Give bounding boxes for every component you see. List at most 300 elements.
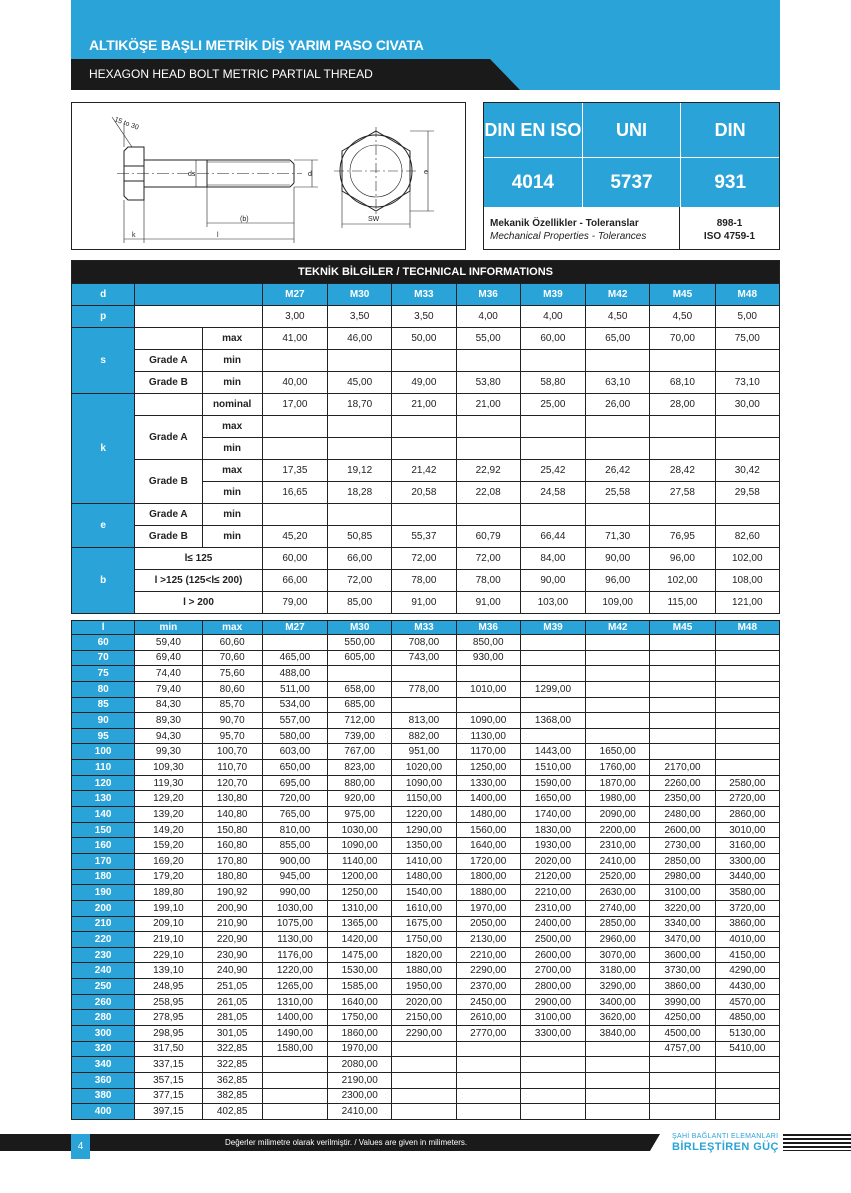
grade-a-label: Grade A bbox=[135, 504, 202, 526]
value-cell: 739,00 bbox=[328, 728, 392, 744]
value-cell: 96,00 bbox=[586, 570, 650, 592]
value-cell: 130,80 bbox=[202, 791, 262, 807]
length-cell: 110 bbox=[72, 760, 135, 776]
value-cell: 248,95 bbox=[135, 979, 202, 995]
value-cell bbox=[456, 1041, 520, 1057]
table-row bbox=[72, 1010, 780, 1026]
value-cell: 1760,00 bbox=[586, 760, 650, 776]
value-cell: 1265,00 bbox=[262, 979, 327, 995]
value-cell: 990,00 bbox=[262, 885, 327, 901]
value-cell: 109,30 bbox=[135, 760, 202, 776]
value-cell: 30,42 bbox=[715, 460, 779, 482]
value-cell bbox=[715, 744, 779, 760]
value-cell: 76,95 bbox=[650, 526, 715, 548]
value-cell: 2520,00 bbox=[586, 869, 650, 885]
value-cell: 20,58 bbox=[392, 482, 456, 504]
table-row bbox=[72, 932, 780, 948]
value-cell bbox=[586, 635, 650, 651]
value-cell: 1950,00 bbox=[392, 979, 456, 995]
e-grade-b-row bbox=[72, 526, 780, 548]
value-cell: 1650,00 bbox=[520, 791, 585, 807]
value-cell bbox=[650, 681, 715, 697]
value-cell: 1090,00 bbox=[392, 775, 456, 791]
value-cell: 1443,00 bbox=[520, 744, 585, 760]
table-row bbox=[72, 947, 780, 963]
length-cell: 60 bbox=[72, 635, 135, 651]
value-cell: 4250,00 bbox=[650, 1010, 715, 1026]
b-condition-label: l > 200 bbox=[135, 592, 263, 614]
length-cell: 120 bbox=[72, 775, 135, 791]
k-grade-b-max-row bbox=[72, 460, 780, 482]
min-label: min bbox=[202, 372, 262, 394]
value-cell: 28,42 bbox=[650, 460, 715, 482]
value-cell: 70,60 bbox=[202, 650, 262, 666]
value-cell: 90,00 bbox=[586, 548, 650, 570]
table-row bbox=[72, 1026, 780, 1042]
k-grade-a-max-row bbox=[72, 416, 780, 438]
value-cell: 149,20 bbox=[135, 822, 202, 838]
value-cell: 84,30 bbox=[135, 697, 202, 713]
svg-text:15 to 30: 15 to 30 bbox=[113, 116, 140, 132]
value-cell bbox=[456, 666, 520, 682]
value-cell: 1830,00 bbox=[520, 822, 585, 838]
value-cell bbox=[715, 713, 779, 729]
value-cell: 60,79 bbox=[456, 526, 520, 548]
value-cell: 765,00 bbox=[262, 807, 327, 823]
blank-cell bbox=[135, 306, 263, 328]
value-cell: 1090,00 bbox=[328, 838, 392, 854]
table-row bbox=[72, 744, 780, 760]
value-cell: 46,00 bbox=[328, 328, 392, 350]
value-cell: 357,15 bbox=[135, 1072, 202, 1088]
value-cell bbox=[650, 697, 715, 713]
length-cell: 210 bbox=[72, 916, 135, 932]
value-cell: 139,20 bbox=[135, 807, 202, 823]
length-cell: 240 bbox=[72, 963, 135, 979]
length-cell: 70 bbox=[72, 650, 135, 666]
value-cell: 1870,00 bbox=[586, 775, 650, 791]
value-cell: 1400,00 bbox=[456, 791, 520, 807]
mechanical-label bbox=[484, 207, 680, 249]
value-cell: 40,00 bbox=[262, 372, 327, 394]
value-cell: 90,00 bbox=[520, 570, 585, 592]
value-cell: 45,00 bbox=[328, 372, 392, 394]
value-cell: 78,00 bbox=[456, 570, 520, 592]
value-cell bbox=[715, 1104, 779, 1120]
value-cell: 1090,00 bbox=[456, 713, 520, 729]
value-cell: 179,20 bbox=[135, 869, 202, 885]
length-cell: 190 bbox=[72, 885, 135, 901]
value-cell: 2190,00 bbox=[328, 1072, 392, 1088]
grade-a-label: Grade A bbox=[135, 350, 202, 372]
value-cell: 63,10 bbox=[586, 372, 650, 394]
value-cell: 4,50 bbox=[586, 306, 650, 328]
nominal-label: nominal bbox=[202, 394, 262, 416]
value-cell: 1150,00 bbox=[392, 791, 456, 807]
length-cell: 320 bbox=[72, 1041, 135, 1057]
value-cell bbox=[715, 681, 779, 697]
value-cell: 120,70 bbox=[202, 775, 262, 791]
size-header: M45 bbox=[650, 284, 715, 306]
size-header: M33 bbox=[392, 284, 456, 306]
value-cell: 720,00 bbox=[262, 791, 327, 807]
value-cell: 2300,00 bbox=[328, 1088, 392, 1104]
value-cell: 1580,00 bbox=[262, 1041, 327, 1057]
table-row bbox=[72, 635, 780, 651]
length-cell: 170 bbox=[72, 853, 135, 869]
value-cell bbox=[715, 1088, 779, 1104]
value-cell: 1075,00 bbox=[262, 916, 327, 932]
value-cell bbox=[715, 728, 779, 744]
value-cell: 810,00 bbox=[262, 822, 327, 838]
value-cell: 72,00 bbox=[328, 570, 392, 592]
value-cell: 190,92 bbox=[202, 885, 262, 901]
value-cell: 60,60 bbox=[202, 635, 262, 651]
value-cell: 1250,00 bbox=[328, 885, 392, 901]
size-header: M39 bbox=[520, 284, 585, 306]
length-cell: 160 bbox=[72, 838, 135, 854]
min-label: min bbox=[202, 350, 262, 372]
value-cell bbox=[586, 666, 650, 682]
value-cell: 72,00 bbox=[456, 548, 520, 570]
value-cell: 975,00 bbox=[328, 807, 392, 823]
value-cell: 298,95 bbox=[135, 1026, 202, 1042]
value-cell bbox=[392, 697, 456, 713]
value-cell: 169,20 bbox=[135, 853, 202, 869]
b-row-1 bbox=[72, 548, 780, 570]
value-cell: 2450,00 bbox=[456, 994, 520, 1010]
value-cell bbox=[650, 728, 715, 744]
size-header: M48 bbox=[715, 284, 779, 306]
table-row bbox=[72, 900, 780, 916]
value-cell: 1400,00 bbox=[262, 1010, 327, 1026]
value-cell: 27,58 bbox=[650, 482, 715, 504]
value-cell: 2130,00 bbox=[456, 932, 520, 948]
value-cell: 1420,00 bbox=[328, 932, 392, 948]
table-row bbox=[72, 681, 780, 697]
value-cell: 465,00 bbox=[262, 650, 327, 666]
value-cell bbox=[650, 1072, 715, 1088]
value-cell: 26,42 bbox=[586, 460, 650, 482]
column-header: M39 bbox=[520, 621, 585, 635]
value-cell bbox=[262, 1104, 327, 1120]
value-cell: 95,70 bbox=[202, 728, 262, 744]
value-cell bbox=[586, 1088, 650, 1104]
table-row bbox=[72, 760, 780, 776]
page-title: ALTIKÖŞE BAŞLI METRİK DİŞ YARIM PASO CIVATA bbox=[89, 37, 424, 53]
value-cell: 1970,00 bbox=[328, 1041, 392, 1057]
value-cell: 3340,00 bbox=[650, 916, 715, 932]
header-accent bbox=[490, 59, 780, 90]
value-cell: 251,05 bbox=[202, 979, 262, 995]
value-cell: 74,40 bbox=[135, 666, 202, 682]
length-header-row bbox=[72, 621, 780, 635]
value-cell bbox=[586, 713, 650, 729]
mechanical-properties bbox=[484, 207, 779, 249]
value-cell: 16,65 bbox=[262, 482, 327, 504]
value-cell: 2730,00 bbox=[650, 838, 715, 854]
length-weight-table bbox=[71, 620, 780, 1120]
value-cell: 880,00 bbox=[328, 775, 392, 791]
value-cell: 1560,00 bbox=[456, 822, 520, 838]
value-cell: 3100,00 bbox=[650, 885, 715, 901]
standard-name: DIN EN ISO bbox=[484, 103, 583, 157]
value-cell: 1200,00 bbox=[328, 869, 392, 885]
value-cell: 1720,00 bbox=[456, 853, 520, 869]
standards-box bbox=[483, 102, 780, 250]
k-nominal-row bbox=[72, 394, 780, 416]
standard-number: 4014 bbox=[484, 158, 583, 207]
value-cell: 397,15 bbox=[135, 1104, 202, 1120]
value-cell: 99,30 bbox=[135, 744, 202, 760]
value-cell bbox=[520, 666, 585, 682]
value-cell: 377,15 bbox=[135, 1088, 202, 1104]
value-cell: 240,90 bbox=[202, 963, 262, 979]
value-cell: 103,00 bbox=[520, 592, 585, 614]
table-row bbox=[72, 979, 780, 995]
value-cell: 2150,00 bbox=[392, 1010, 456, 1026]
grade-b-label: Grade B bbox=[135, 372, 202, 394]
page-number: 4 bbox=[71, 1134, 90, 1159]
value-cell: 109,00 bbox=[586, 592, 650, 614]
length-cell: 180 bbox=[72, 869, 135, 885]
value-cell: 1640,00 bbox=[456, 838, 520, 854]
value-cell bbox=[715, 1057, 779, 1073]
value-cell: 3300,00 bbox=[715, 853, 779, 869]
value-cell bbox=[715, 635, 779, 651]
value-cell: 3160,00 bbox=[715, 838, 779, 854]
value-cell: 4757,00 bbox=[650, 1041, 715, 1057]
value-cell: 3070,00 bbox=[586, 947, 650, 963]
value-cell: 1475,00 bbox=[328, 947, 392, 963]
value-cell: 855,00 bbox=[262, 838, 327, 854]
length-cell: 95 bbox=[72, 728, 135, 744]
value-cell: 100,70 bbox=[202, 744, 262, 760]
standard-name: DIN bbox=[714, 119, 746, 140]
page-subtitle: HEXAGON HEAD BOLT METRIC PARTIAL THREAD bbox=[89, 67, 373, 81]
value-cell: 230,90 bbox=[202, 947, 262, 963]
value-cell: 2090,00 bbox=[586, 807, 650, 823]
value-cell: 19,12 bbox=[328, 460, 392, 482]
column-header: M30 bbox=[328, 621, 392, 635]
pitch-row bbox=[72, 306, 780, 328]
value-cell: 2410,00 bbox=[586, 853, 650, 869]
value-cell: 1530,00 bbox=[328, 963, 392, 979]
table-row bbox=[72, 838, 780, 854]
value-cell bbox=[650, 1104, 715, 1120]
column-header: M27 bbox=[262, 621, 327, 635]
value-cell bbox=[715, 650, 779, 666]
svg-text:l: l bbox=[217, 232, 219, 239]
e-grade-a-row bbox=[72, 504, 780, 526]
value-cell: 79,00 bbox=[262, 592, 327, 614]
table-row bbox=[72, 1072, 780, 1088]
value-cell: 1130,00 bbox=[262, 932, 327, 948]
value-cell: 89,30 bbox=[135, 713, 202, 729]
value-cell: 55,00 bbox=[456, 328, 520, 350]
e-label: e bbox=[72, 504, 135, 548]
value-cell: 160,80 bbox=[202, 838, 262, 854]
table-row bbox=[72, 713, 780, 729]
value-cell: 69,40 bbox=[135, 650, 202, 666]
column-header: min bbox=[135, 621, 202, 635]
value-cell bbox=[392, 1104, 456, 1120]
value-cell: 945,00 bbox=[262, 869, 327, 885]
mechanical-label-tr: Mekanik Özellikler - Toleranslar bbox=[490, 218, 639, 229]
value-cell: 91,00 bbox=[456, 592, 520, 614]
value-cell: 68,10 bbox=[650, 372, 715, 394]
table-row bbox=[72, 697, 780, 713]
value-cell: 102,00 bbox=[650, 570, 715, 592]
value-cell: 317,50 bbox=[135, 1041, 202, 1057]
value-cell: 1310,00 bbox=[262, 994, 327, 1010]
value-cell: 1640,00 bbox=[328, 994, 392, 1010]
value-cell bbox=[650, 1057, 715, 1073]
min-label: min bbox=[202, 526, 262, 548]
value-cell: 3,50 bbox=[392, 306, 456, 328]
value-cell: 778,00 bbox=[392, 681, 456, 697]
value-cell: 18,28 bbox=[328, 482, 392, 504]
value-cell: 50,00 bbox=[392, 328, 456, 350]
value-cell: 110,70 bbox=[202, 760, 262, 776]
value-cell: 72,00 bbox=[392, 548, 456, 570]
value-cell: 73,10 bbox=[715, 372, 779, 394]
value-cell: 26,00 bbox=[586, 394, 650, 416]
value-cell: 2700,00 bbox=[520, 963, 585, 979]
value-cell: 3180,00 bbox=[586, 963, 650, 979]
value-cell bbox=[456, 1057, 520, 1073]
value-cell: 3,50 bbox=[328, 306, 392, 328]
value-cell: 557,00 bbox=[262, 713, 327, 729]
value-cell: 70,00 bbox=[650, 328, 715, 350]
value-cell: 2210,00 bbox=[456, 947, 520, 963]
value-cell: 4010,00 bbox=[715, 932, 779, 948]
value-cell: 823,00 bbox=[328, 760, 392, 776]
value-cell bbox=[392, 1072, 456, 1088]
value-cell: 229,10 bbox=[135, 947, 202, 963]
value-cell: 1970,00 bbox=[456, 900, 520, 916]
value-cell: 1585,00 bbox=[328, 979, 392, 995]
value-cell: 2080,00 bbox=[328, 1057, 392, 1073]
length-cell: 250 bbox=[72, 979, 135, 995]
value-cell bbox=[586, 1072, 650, 1088]
value-cell: 488,00 bbox=[262, 666, 327, 682]
value-cell bbox=[392, 666, 456, 682]
value-cell: 189,80 bbox=[135, 885, 202, 901]
value-cell: 580,00 bbox=[262, 728, 327, 744]
value-cell: 30,00 bbox=[715, 394, 779, 416]
value-cell: 4,00 bbox=[456, 306, 520, 328]
value-cell: 1368,00 bbox=[520, 713, 585, 729]
value-cell: 4500,00 bbox=[650, 1026, 715, 1042]
value-cell bbox=[586, 697, 650, 713]
value-cell: 199,10 bbox=[135, 900, 202, 916]
value-cell bbox=[650, 650, 715, 666]
value-cell: 1020,00 bbox=[392, 760, 456, 776]
blank-cell bbox=[135, 394, 202, 416]
length-cell: 380 bbox=[72, 1088, 135, 1104]
value-cell bbox=[650, 666, 715, 682]
value-cell: 60,00 bbox=[262, 548, 327, 570]
value-cell bbox=[650, 635, 715, 651]
value-cell: 3290,00 bbox=[586, 979, 650, 995]
value-cell: 3440,00 bbox=[715, 869, 779, 885]
footer-note: Değerler milimetre olarak verilmiştir. / Values are given in milimeters. bbox=[225, 1138, 468, 1147]
value-cell: 2050,00 bbox=[456, 916, 520, 932]
value-cell: 1290,00 bbox=[392, 822, 456, 838]
value-cell: 4,50 bbox=[650, 306, 715, 328]
value-cell bbox=[328, 666, 392, 682]
value-cell: 2600,00 bbox=[520, 947, 585, 963]
value-cell bbox=[262, 1088, 327, 1104]
s-grade-a-row bbox=[72, 350, 780, 372]
length-cell: 150 bbox=[72, 822, 135, 838]
value-cell: 1330,00 bbox=[456, 775, 520, 791]
value-cell: 1310,00 bbox=[328, 900, 392, 916]
value-cell bbox=[456, 1088, 520, 1104]
value-cell: 25,58 bbox=[586, 482, 650, 504]
length-cell: 360 bbox=[72, 1072, 135, 1088]
value-cell: 28,00 bbox=[650, 394, 715, 416]
value-cell: 180,80 bbox=[202, 869, 262, 885]
value-cell bbox=[715, 1072, 779, 1088]
value-cell: 24,58 bbox=[520, 482, 585, 504]
value-cell: 3400,00 bbox=[586, 994, 650, 1010]
column-header: M45 bbox=[650, 621, 715, 635]
svg-text:SW: SW bbox=[368, 216, 380, 223]
svg-text:(b): (b) bbox=[240, 216, 249, 223]
b-row-3 bbox=[72, 592, 780, 614]
b-condition-label: l≤ 125 bbox=[135, 548, 263, 570]
value-cell: 695,00 bbox=[262, 775, 327, 791]
value-cell: 55,37 bbox=[392, 526, 456, 548]
value-cell: 1480,00 bbox=[392, 869, 456, 885]
length-cell: 260 bbox=[72, 994, 135, 1010]
b-row-2 bbox=[72, 570, 780, 592]
value-cell: 50,85 bbox=[328, 526, 392, 548]
value-cell: 2350,00 bbox=[650, 791, 715, 807]
value-cell bbox=[586, 681, 650, 697]
svg-text:d: d bbox=[308, 171, 312, 178]
value-cell: 66,00 bbox=[328, 548, 392, 570]
table-row bbox=[72, 963, 780, 979]
value-cell: 1820,00 bbox=[392, 947, 456, 963]
table-row bbox=[72, 822, 780, 838]
value-cell: 3,00 bbox=[262, 306, 327, 328]
value-cell: 685,00 bbox=[328, 697, 392, 713]
value-cell bbox=[715, 760, 779, 776]
value-cell bbox=[715, 666, 779, 682]
bolt-drawing bbox=[71, 102, 466, 250]
value-cell: 2400,00 bbox=[520, 916, 585, 932]
svg-text:ds: ds bbox=[188, 171, 196, 178]
value-cell: 41,00 bbox=[262, 328, 327, 350]
value-cell bbox=[392, 1041, 456, 1057]
value-cell: 2580,00 bbox=[715, 775, 779, 791]
value-cell: 170,80 bbox=[202, 853, 262, 869]
table-row bbox=[72, 916, 780, 932]
value-cell: 1750,00 bbox=[328, 1010, 392, 1026]
value-cell bbox=[715, 697, 779, 713]
value-cell: 3840,00 bbox=[586, 1026, 650, 1042]
value-cell: 17,00 bbox=[262, 394, 327, 416]
table-row bbox=[72, 1041, 780, 1057]
value-cell bbox=[586, 650, 650, 666]
value-cell: 1365,00 bbox=[328, 916, 392, 932]
tolerance-values bbox=[680, 207, 779, 249]
value-cell: 1010,00 bbox=[456, 681, 520, 697]
value-cell bbox=[456, 1072, 520, 1088]
